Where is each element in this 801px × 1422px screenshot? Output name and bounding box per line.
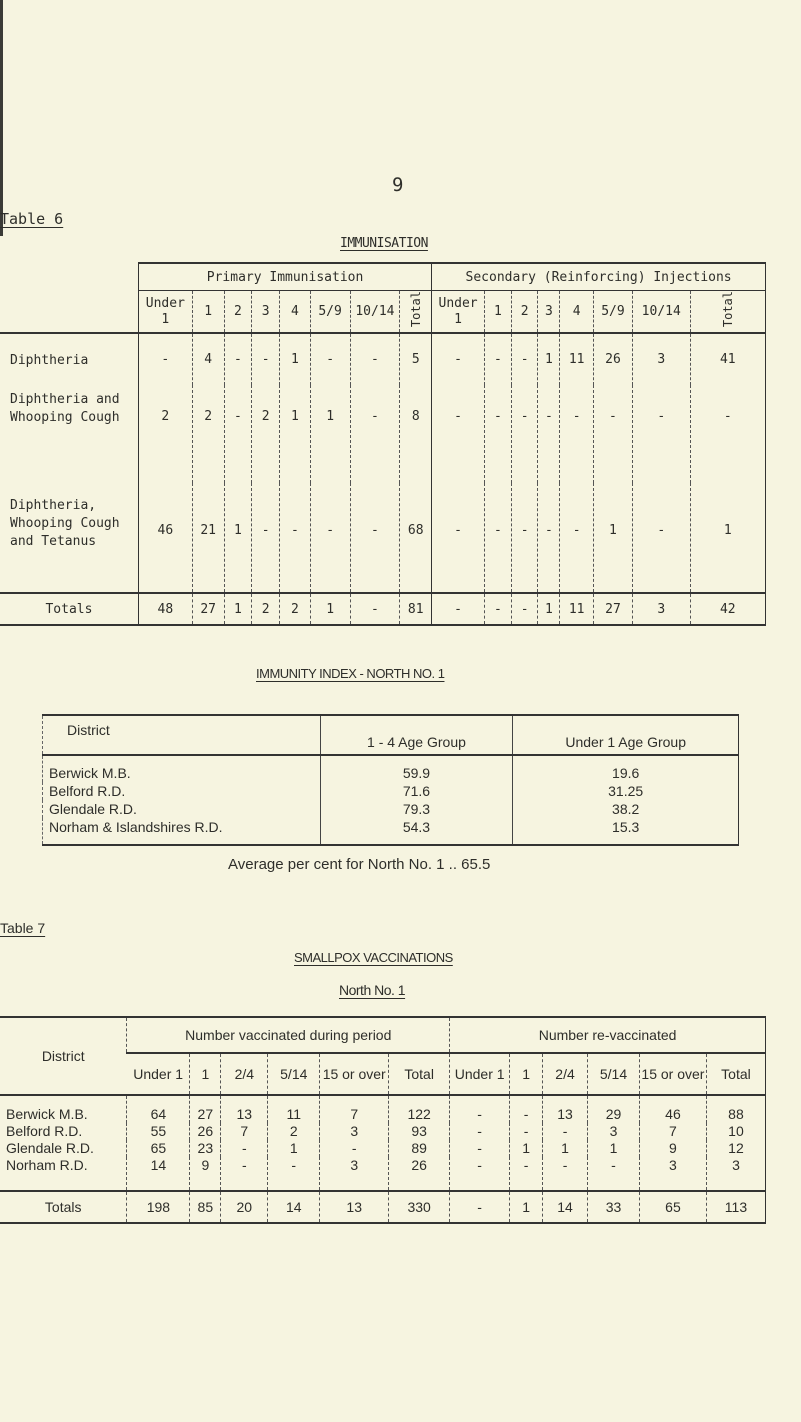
table-7-title: SMALLPOX VACCINATIONS [294,950,453,965]
age-1-4-header: 1 - 4 Age Group [320,715,513,755]
primary-immunisation-header: Primary Immunisation [138,263,431,291]
col-5-14: 5/14 [588,1053,640,1095]
row-label: Diphtheria [10,353,89,369]
table-row: Diphtheria - 4 - - 1 - - 5 - - - 1 11 26 3 41 [0,333,766,385]
row-label: Diphtheria and Whooping Cough [10,392,120,426]
table-row: Belford R.D. 55 26 7 2 3 93 - - - 3 7 10 [0,1123,766,1140]
table-row: Norham R.D. 14 9 - - 3 26 - - - - 3 3 [0,1157,766,1191]
page-number: 9 [392,174,404,196]
col-1: 1 [192,291,224,334]
table-row: Diphtheria, Whooping Cough and Tetanus 46 21 1 - - - - 68 - - - - - 1 - 1 [0,483,766,593]
row-label: Diphtheria, Whooping Cough and Tetanus [10,498,120,550]
under-1-header: Under 1 Age Group [513,715,739,755]
col-2-4: 2/4 [543,1053,588,1095]
table-row: Norham & Islandshires R.D. 54.3 15.3 [43,818,739,845]
smallpox-vaccinations-table [0,1016,766,1224]
col-4: 4 [280,291,311,334]
col-under-1: Under 1 [138,291,192,334]
col-2-4: 2/4 [221,1053,268,1095]
col-5-9: 5/9 [594,291,633,334]
scan-edge [0,0,3,236]
immunity-index-table [42,714,739,846]
secondary-injections-header: Secondary (Reinforcing) Injections [432,263,766,291]
col-5-9: 5/9 [310,291,350,334]
totals-row: Totals 48 27 1 2 2 1 - 81 - - - 1 11 27 3 42 [0,593,766,625]
totals-row: Totals 198 85 20 14 13 330 - 1 14 33 65 113 [0,1191,766,1223]
table-row: Glendale R.D. 79.3 38.2 [43,800,739,818]
table-row: Berwick M.B. 59.9 19.6 [43,755,739,782]
col-15-or-over: 15 or over [320,1053,389,1095]
col-total: Total [389,1053,450,1095]
table-row: Glendale R.D. 65 23 - 1 - 89 - 1 1 1 9 12 [0,1140,766,1157]
col-2: 2 [224,291,252,334]
col-total: Total [400,291,432,334]
average-percent: Average per cent for North No. 1 .. 65.5 [228,856,491,873]
table-row: Berwick M.B. 64 27 13 11 7 122 - - 13 29 46 88 [0,1095,766,1123]
immunity-index-title: IMMUNITY INDEX - NORTH NO. 1 [256,666,445,681]
table-6-label: Table 6 [0,210,64,228]
col-1: 1 [510,1053,543,1095]
col-3: 3 [252,291,280,334]
col-under-1: Under 1 [450,1053,510,1095]
district-header: District [43,715,321,755]
vaccinated-header: Number vaccinated during period [127,1017,450,1053]
table-row: Belford R.D. 71.6 31.25 [43,782,739,800]
totals-label: Totals [0,1191,127,1223]
col-2: 2 [511,291,538,334]
table-7-subtitle: North No. 1 [339,982,406,998]
col-15-or-over: 15 or over [639,1053,706,1095]
col-3: 3 [538,291,560,334]
col-total: Total [690,291,765,334]
col-10-14: 10/14 [350,291,400,334]
revaccinated-header: Number re-vaccinated [450,1017,766,1053]
district-header: District [0,1017,127,1095]
table-7-label: Table 7 [0,920,46,936]
col-total: Total [706,1053,765,1095]
totals-label: Totals [0,593,138,625]
table-6-title: IMMUNISATION [340,236,428,251]
col-under-1: Under 1 [432,291,485,334]
table-row: Diphtheria and Whooping Cough 2 2 - 2 1 1 - 8 - - - - - - - - [0,385,766,483]
col-5-14: 5/14 [268,1053,320,1095]
col-1: 1 [484,291,511,334]
col-under-1: Under 1 [127,1053,190,1095]
col-1: 1 [190,1053,221,1095]
immunisation-table [0,262,766,626]
col-4: 4 [560,291,594,334]
col-10-14: 10/14 [632,291,690,334]
